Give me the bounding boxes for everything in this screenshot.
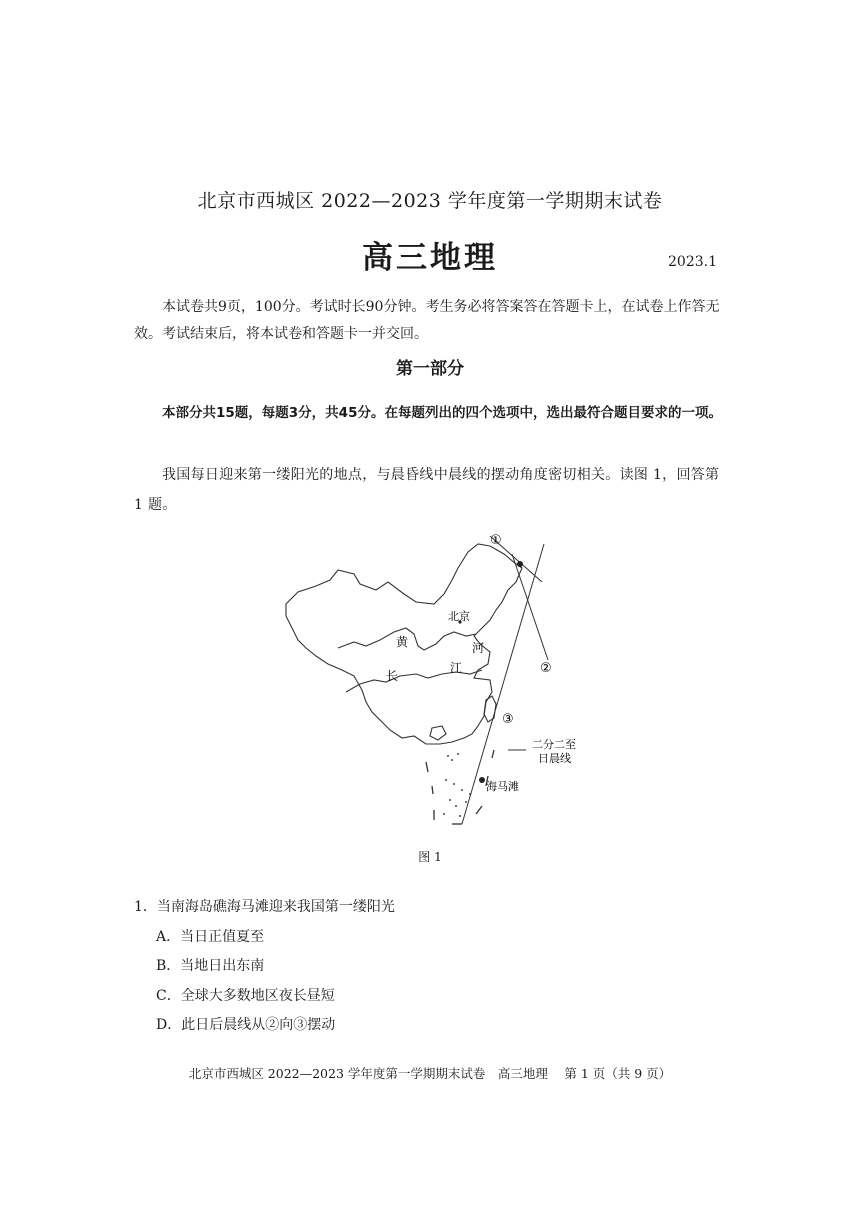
label-marker3: ③ (502, 712, 514, 727)
option-b: B．当地日出东南 (156, 958, 265, 974)
label-beijing: 北京 (448, 610, 470, 623)
china-map-figure (276, 524, 596, 842)
question-stem-context: 我国每日迎来第一缕阳光的地点，与晨昏线中晨线的摆动角度密切相关。读图 1，回答第 1 题。 (134, 467, 720, 513)
label-marker2: ② (540, 661, 552, 676)
subject-title: 高三地理 (362, 240, 498, 276)
label-legend-line1: 二分二至 (532, 738, 576, 751)
part-description: 本部分共15题，每题3分，共45分。在每题列出的四个选项中，选出最符合题目要求的一项。 (162, 405, 722, 421)
haimatan-point (479, 777, 485, 783)
option-a: A．当日正值夏至 (156, 929, 265, 945)
label-jiang: 江 (450, 661, 463, 675)
terminator-line-2 (512, 554, 548, 660)
label-huang: 黄 (396, 635, 409, 649)
exam-date: 2023.1 (668, 254, 717, 270)
hainan-outline (430, 726, 446, 740)
south-china-sea-dashes (426, 750, 494, 824)
part-heading: 第一部分 (396, 359, 464, 379)
exam-title: 北京市西城区 2022—2023 学年度第一学期期末试卷 (197, 190, 663, 212)
taiwan-outline (484, 696, 496, 722)
figure-caption: 图 1 (418, 850, 442, 864)
label-haimatan: 海马滩 (486, 780, 519, 793)
option-c: C．全球大多数地区夜长昼短 (156, 988, 335, 1004)
label-legend-line2: 日晨线 (538, 752, 571, 765)
page-footer: 北京市西城区 2022—2023 学年度第一学期期末试卷 高三地理 第 1 页（共 9 页） (188, 1066, 672, 1081)
northeast-point (517, 561, 523, 567)
label-chang: 长 (386, 669, 399, 683)
label-marker1: ① (490, 533, 502, 548)
option-d: D．此日后晨线从②向③摆动 (156, 1017, 336, 1033)
question-1-stem: 1．当南海岛礁海马滩迎来我国第一缕阳光 (134, 899, 395, 915)
exam-instructions: 本试卷共9页，100分。考试时长90分钟。考生务必将答案答在答题卡上，在试卷上作答无效。考试结束后，将本试卷和答题卡一并交回。 (134, 299, 720, 342)
label-he: 河 (472, 641, 485, 655)
